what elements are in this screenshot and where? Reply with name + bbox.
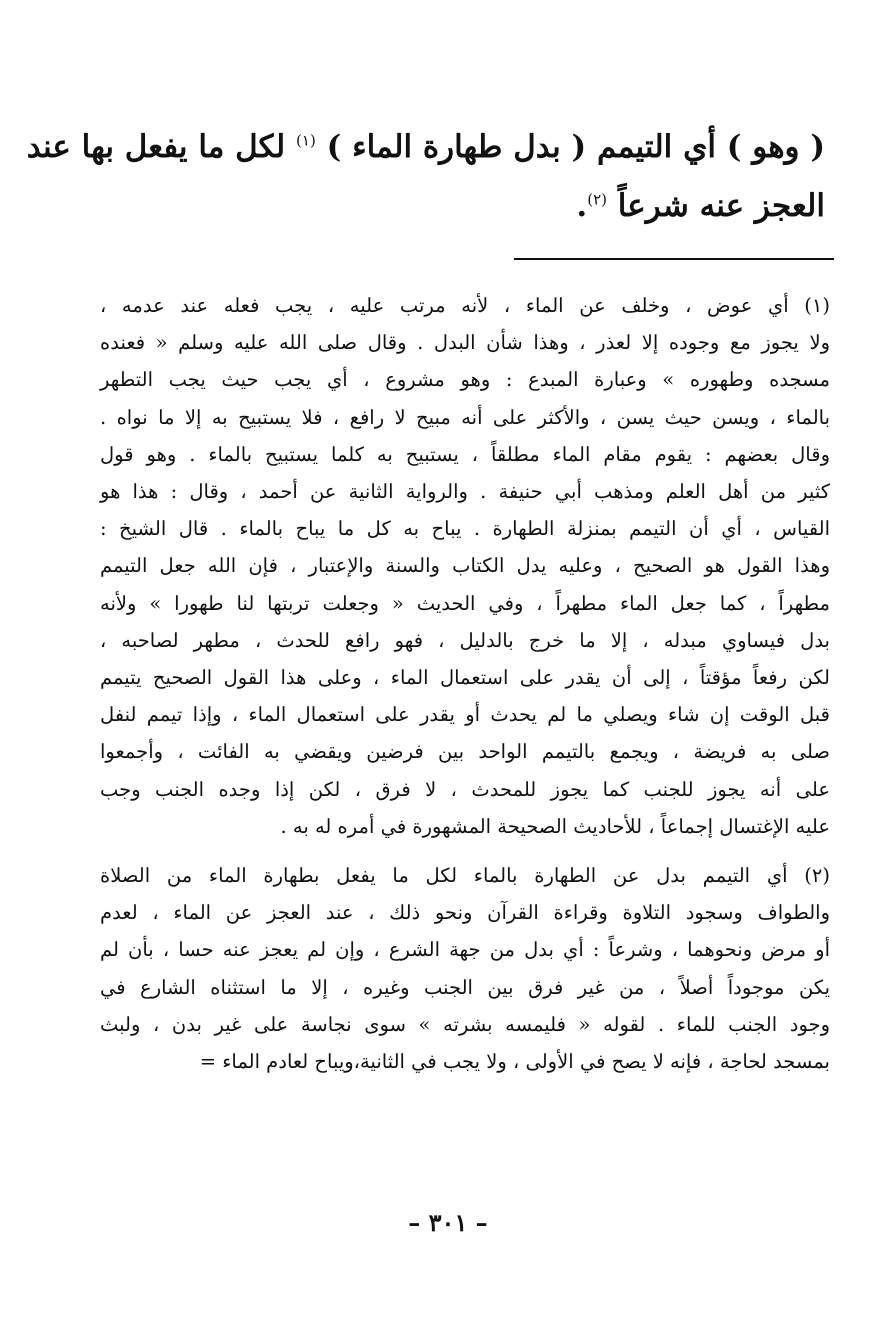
footnote-ref-1: (١) [296, 131, 316, 150]
footnote-line: بدل فيساوي مبدله ، إلا ما خرج بالدليل ، فهو رافع للحدث ، مطهر لصاحبه ، [100, 628, 830, 652]
footnote-line: وجود الجنب للماء . لقوله « فليمسه بشرته » سوى نجاسة على غير بدن ، ولبث [100, 1012, 830, 1036]
footnotes [100, 287, 830, 1080]
footnote-line: أو مرض ونحوهما ، وشرعاً : أي بدل من جهة الشرع ، وإن لم يعجز عنه حسا ، بأن لم [100, 938, 830, 962]
footnote-separator [514, 258, 834, 260]
footnote-line: على أنه يجوز للجنب كما يجوز للمحدث ، لا فرق ، لكن إذا وجده الجنب وجب [100, 777, 830, 801]
page-number: – ٣٠١ – [408, 1208, 488, 1237]
footnote-gap [100, 845, 830, 857]
footnote-line: لكن رفعاً مؤقتاً ، إلى أن يقدر على استعمال الماء ، وعلى هذا القول الصحيح يتيمم [100, 666, 830, 690]
footnote-line: صلى به فريضة ، ويجمع بالتيمم الواحد بين فرضين ويقضي به الفائت ، وأجمعوا [100, 740, 830, 764]
footnote-line: بالماء ، ويسن حيث يسن ، والأكثر على أنه مبيح لا رافع ، فلا يستبيح به إلا ما نواه . [100, 405, 830, 429]
footnote-line: وهذا القول هو الصحيح ، وعليه يدل الكتاب والسنة والإعتبار ، فإن الله جعل التيمم [100, 554, 830, 578]
footnote-line: بمسجد لحاجة ، فإنه لا يصح في الأولى ، ولا يجب في الثانية،ويباح لعادم الماء = [199, 1050, 830, 1074]
footnote-ref-2: (٢) [587, 190, 607, 209]
footnote-line: كثير من أهل العلم ومذهب أبي حنيفة . والرواية الثانية عن أحمد ، وقال : هذا هو [100, 480, 830, 504]
footnote-line: وقال بعضهم : يقوم مقام الماء مطلقاً ، يستبيح به كلما يستبيح بالماء . وهو قول [100, 442, 830, 466]
footnote-line: عليه الإغتسال إجماعاً ، للأحاديث الصحيحة المشهورة في أمره له به . [280, 814, 830, 838]
footnote-line: (١) أي عوض ، وخلف عن الماء ، لأنه مرتب عليه ، يجب فعله عند عدمه ، [100, 294, 830, 317]
footnote-line: يكن موجوداً أصلاً ، من غير فرق بين الجنب وغيره ، إلا ما استثناه الشارع في [100, 975, 830, 999]
footnote-line: مطهراً ، كما جعل الماء مطهراً ، وفي الحديث « وجعلت تربتها لنا طهورا » ولأنه [100, 591, 830, 615]
footnote-line: (٢) أي التيمم بدل عن الطهارة بالماء لكل ما يفعل بطهارة الماء من الصلاة [100, 864, 831, 888]
footnote-1 [100, 287, 830, 845]
main-text-line [95, 177, 825, 236]
main-text-line [26, 118, 825, 177]
main-text-segment: . [576, 188, 588, 224]
main-text [26, 118, 825, 236]
main-text-segment: لكل ما يفعل بها عند [26, 129, 286, 165]
footnote-2 [100, 857, 830, 1080]
footnote-line: قبل الوقت إن شاء ويصلي ما لم يحدث أو يقدر على استعمال الماء ، وإذا تيمم لنفل [100, 703, 830, 727]
footnote-line: والطواف وسجود التلاوة وقراءة القرآن ونحو ذلك ، عند العجز عن الماء ، لعدم [100, 901, 830, 925]
main-text-segment: العجز عنه شرعاً [617, 188, 825, 224]
footnote-line: مسجده وطهوره » وعبارة المبدع : وهو مشروع ، أي يجب حيث يجب التطهر [100, 368, 830, 392]
main-text-segment: ( وهو ) أي التيمم ( بدل طهارة الماء ) [326, 129, 825, 165]
footnote-line: ولا يجوز مع وجوده إلا لعذر ، وهذا شأن البدل . وقال صلى الله عليه وسلم « فعنده [100, 331, 830, 355]
footnote-line: القياس ، أي أن التيمم بمنزلة الطهارة . يباح به كل ما يباح بالماء . قال الشيخ : [100, 517, 830, 541]
